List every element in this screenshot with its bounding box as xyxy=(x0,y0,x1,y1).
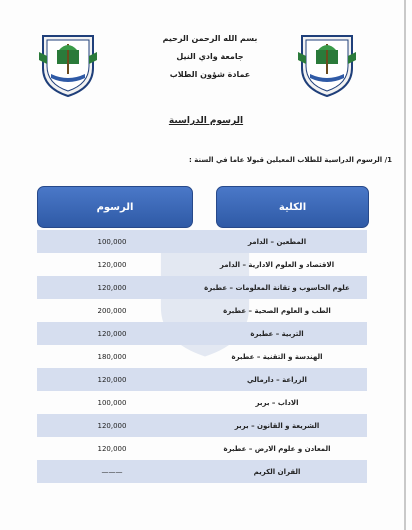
university-name: جامعة وادي النيل xyxy=(176,52,244,61)
page-edge xyxy=(404,0,406,530)
table-row xyxy=(37,345,367,368)
college-cell: الشريعة و القانون – بربر xyxy=(234,421,320,430)
fee-cell: 120,000 xyxy=(97,375,127,384)
university-logo-left xyxy=(37,30,99,98)
college-cell: علوم الحاسوب و تقانة المعلومات – عطبرة xyxy=(204,283,350,292)
college-cell: القران الكريم xyxy=(253,467,301,476)
university-logo-right xyxy=(296,30,358,98)
fee-cell: ——— xyxy=(101,467,123,476)
college-cell: الاقتصاد و العلوم الادارية – الدامر xyxy=(219,260,335,269)
page-title: الرسوم الدراسية xyxy=(168,116,244,126)
college-cell: التربية – عطبرة xyxy=(250,329,304,338)
fee-cell: 120,000 xyxy=(97,444,127,453)
table-row xyxy=(37,276,367,299)
fee-cell: 120,000 xyxy=(97,421,127,430)
table-row xyxy=(37,368,367,391)
table-row xyxy=(37,414,367,437)
fee-cell: 120,000 xyxy=(97,329,127,338)
college-cell: المطعين – الدامر xyxy=(247,237,307,246)
table-row xyxy=(37,299,367,322)
table-row xyxy=(37,391,367,414)
deanship-name: عمادة شؤون الطلاب xyxy=(169,70,251,79)
table-row xyxy=(37,253,367,276)
fee-cell: 100,000 xyxy=(97,237,127,246)
table-row xyxy=(37,322,367,345)
column-header-college: الكلية xyxy=(216,186,369,228)
column-header-fees: الرسوم xyxy=(37,186,193,228)
fee-cell: 200,000 xyxy=(97,306,127,315)
fee-cell: 180,000 xyxy=(97,352,127,361)
table-row xyxy=(37,230,367,253)
fees-table-body xyxy=(37,230,367,483)
college-cell: الهندسة و التقنية – عطبرة xyxy=(231,352,323,361)
table-row xyxy=(37,460,367,483)
intro-text: 1/ الرسوم الدراسية للطلاب المعيلين قبولا عاما في السنة : xyxy=(189,156,392,164)
fee-cell: 120,000 xyxy=(97,260,127,269)
college-cell: الزراعة – دارمالي xyxy=(247,375,307,384)
table-row xyxy=(37,437,367,460)
fee-cell: 100,000 xyxy=(97,398,127,407)
college-cell: المعادن و علوم الارض – عطبرة xyxy=(223,444,331,453)
college-cell: الاداب – بربر xyxy=(255,398,299,407)
fee-cell: 120,000 xyxy=(97,283,127,292)
basmala-text: بسم الله الرحمن الرحيم xyxy=(162,34,258,43)
college-cell: الطب و العلوم الصحية – عطبرة xyxy=(223,306,331,315)
